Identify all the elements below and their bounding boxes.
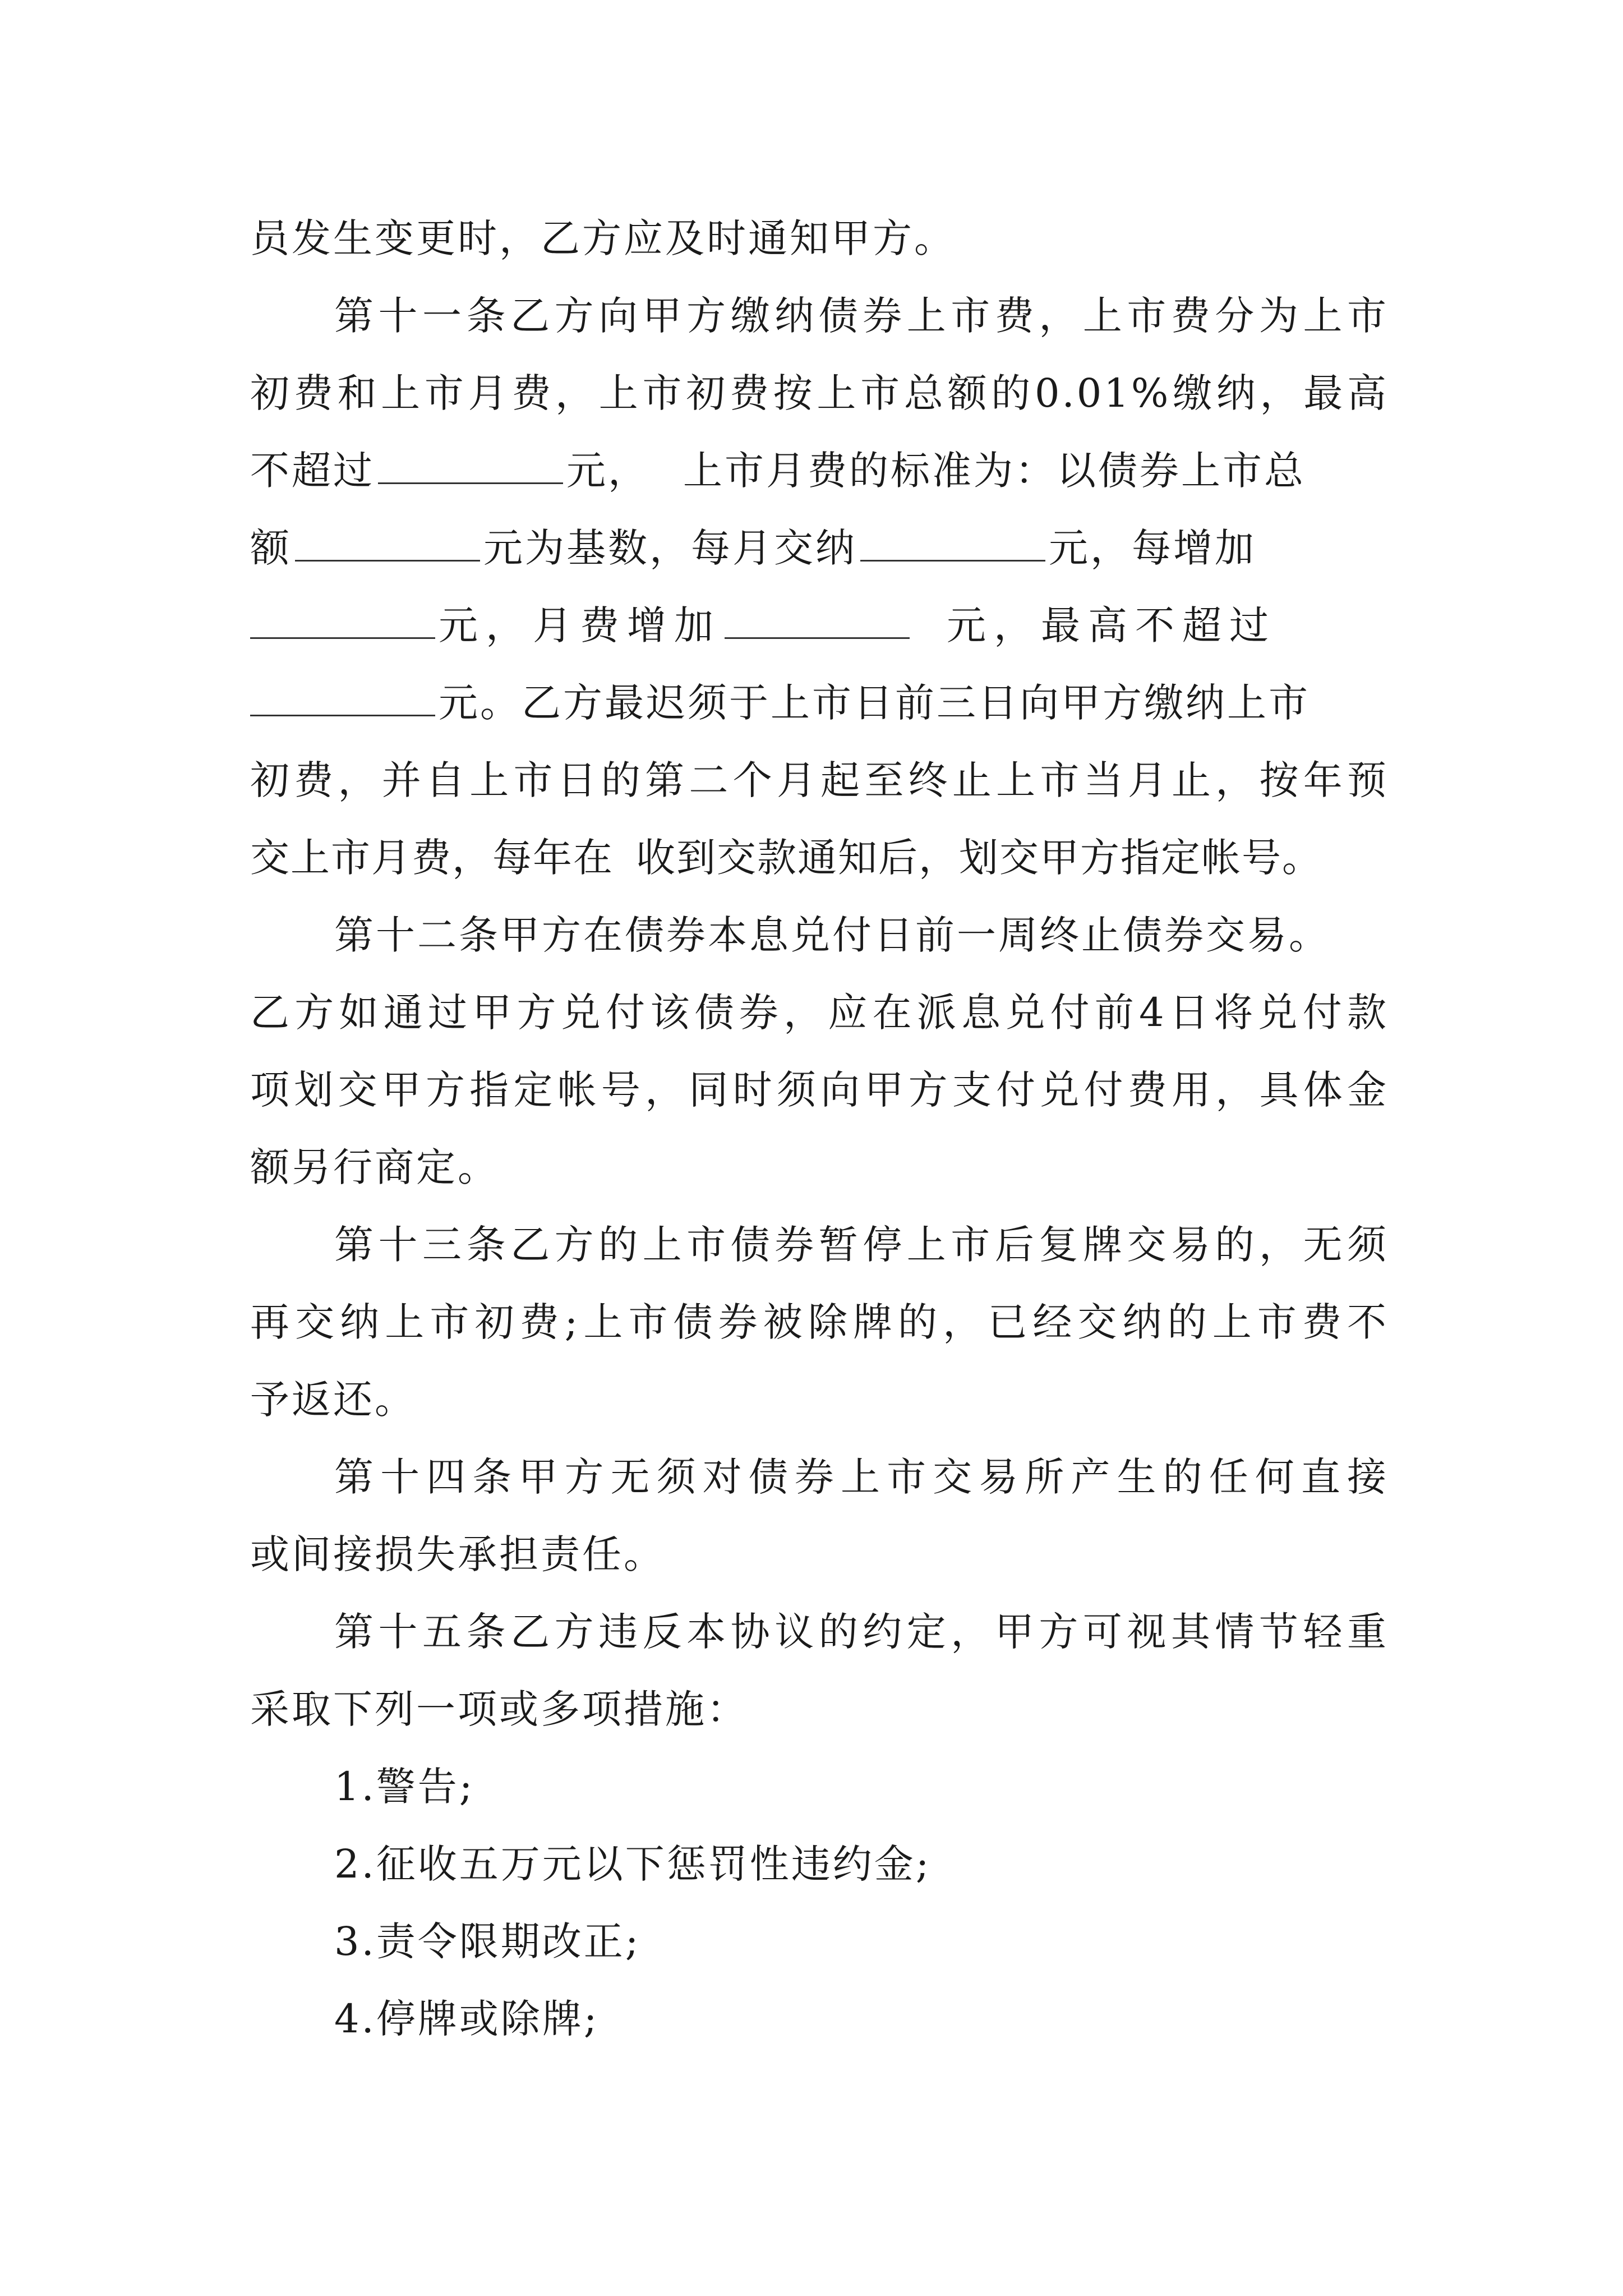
list-item-3 bbox=[334, 1911, 1473, 1972]
article-11-line-5 bbox=[250, 595, 1389, 656]
article-11-line-3 bbox=[250, 440, 1389, 501]
line-text: 额 bbox=[250, 525, 292, 571]
line-text: 乙方如通过甲方兑付该债券，应在派息兑付前4日将兑付款 bbox=[250, 990, 1389, 1036]
line-text: 第十四条甲方无须对债券上市交易所产生的任何直接 bbox=[334, 1454, 1389, 1500]
line-text: 2.征收五万元以下惩罚性违约金; bbox=[334, 1841, 932, 1887]
line-text: 项划交甲方指定帐号，同时须向甲方支付兑付费用，具体金 bbox=[250, 1067, 1389, 1113]
line-text: 额另行商定。 bbox=[250, 1144, 499, 1190]
line-text: 初费和上市月费，上市初费按上市总额的0.01%缴纳，最高 bbox=[250, 370, 1389, 416]
article-12-line-1 bbox=[334, 904, 1422, 966]
article-11-line-4 bbox=[250, 517, 1389, 579]
line-text: 第十一条乙方向甲方缴纳债券上市费，上市费分为上市 bbox=[334, 293, 1389, 339]
article-13-line-2 bbox=[250, 1291, 1389, 1353]
article-12-line-2 bbox=[250, 982, 1389, 1043]
article-11-line-8 bbox=[250, 827, 1389, 889]
line-text: 元， bbox=[566, 448, 649, 494]
line-text: 不超过 bbox=[250, 448, 375, 494]
article-15-line-2 bbox=[250, 1678, 1389, 1740]
article-14-line-1 bbox=[334, 1446, 1389, 1508]
fill-in-blank bbox=[250, 635, 435, 639]
fill-in-blank bbox=[860, 558, 1045, 562]
line-text: 收到交款通知后，划交甲方指定帐号。 bbox=[636, 835, 1322, 881]
line-text: 元为基数，每月交纳 bbox=[483, 525, 857, 571]
line-text: 元，月费增加 bbox=[439, 602, 721, 648]
fill-in-blank bbox=[725, 635, 910, 639]
fill-in-blank bbox=[378, 480, 563, 484]
list-item-4 bbox=[334, 1988, 1473, 2050]
line-text: 上市月费的标准为：以债券上市总 bbox=[683, 448, 1306, 494]
article-12-line-4 bbox=[250, 1137, 1389, 1198]
text-line-1 bbox=[250, 208, 1389, 269]
line-text: 第十二条甲方在债券本息兑付日前一周终止债券交易。 bbox=[334, 912, 1330, 958]
article-13-line-1 bbox=[334, 1214, 1389, 1276]
line-text: 3.责令限期改正; bbox=[334, 1918, 641, 1964]
line-text: 第十五条乙方违反本协议的约定，甲方可视其情节轻重 bbox=[334, 1609, 1389, 1655]
line-text: 员发生变更时，乙方应及时通知甲方。 bbox=[250, 215, 956, 261]
article-11-line-2 bbox=[250, 362, 1389, 424]
fill-in-blank bbox=[250, 712, 435, 716]
line-text: 元，最高不超过 bbox=[947, 602, 1276, 648]
line-text: 再交纳上市初费;上市债券被除牌的，已经交纳的上市费不 bbox=[250, 1299, 1389, 1345]
line-text: 元。乙方最迟须于上市日前三日向甲方缴纳上市 bbox=[439, 680, 1310, 726]
line-text: 元，每增加 bbox=[1049, 525, 1256, 571]
line-text: 第十三条乙方的上市债券暂停上市后复牌交易的，无须 bbox=[334, 1222, 1389, 1268]
line-text: 或间接损失承担责任。 bbox=[250, 1531, 665, 1577]
article-11-line-7 bbox=[250, 749, 1389, 811]
line-text: 予返还。 bbox=[250, 1377, 416, 1423]
line-text: 初费，并自上市日的第二个月起至终止上市当月止，按年预 bbox=[250, 757, 1389, 803]
list-item-2 bbox=[334, 1833, 1473, 1895]
line-text: 采取下列一项或多项措施： bbox=[250, 1686, 748, 1732]
line-text: 4.停牌或除牌; bbox=[334, 1996, 600, 2042]
article-15-line-1 bbox=[334, 1601, 1389, 1663]
list-item-1 bbox=[334, 1756, 1473, 1818]
article-11-line-1 bbox=[334, 285, 1389, 347]
fill-in-blank bbox=[295, 558, 480, 562]
article-14-line-2 bbox=[250, 1524, 1389, 1585]
line-text: 交上市月费，每年在 bbox=[250, 835, 614, 881]
article-13-line-3 bbox=[250, 1369, 1389, 1430]
article-12-line-3 bbox=[250, 1059, 1389, 1121]
line-text: 1.警告; bbox=[334, 1764, 475, 1810]
article-11-line-6 bbox=[250, 672, 1389, 734]
